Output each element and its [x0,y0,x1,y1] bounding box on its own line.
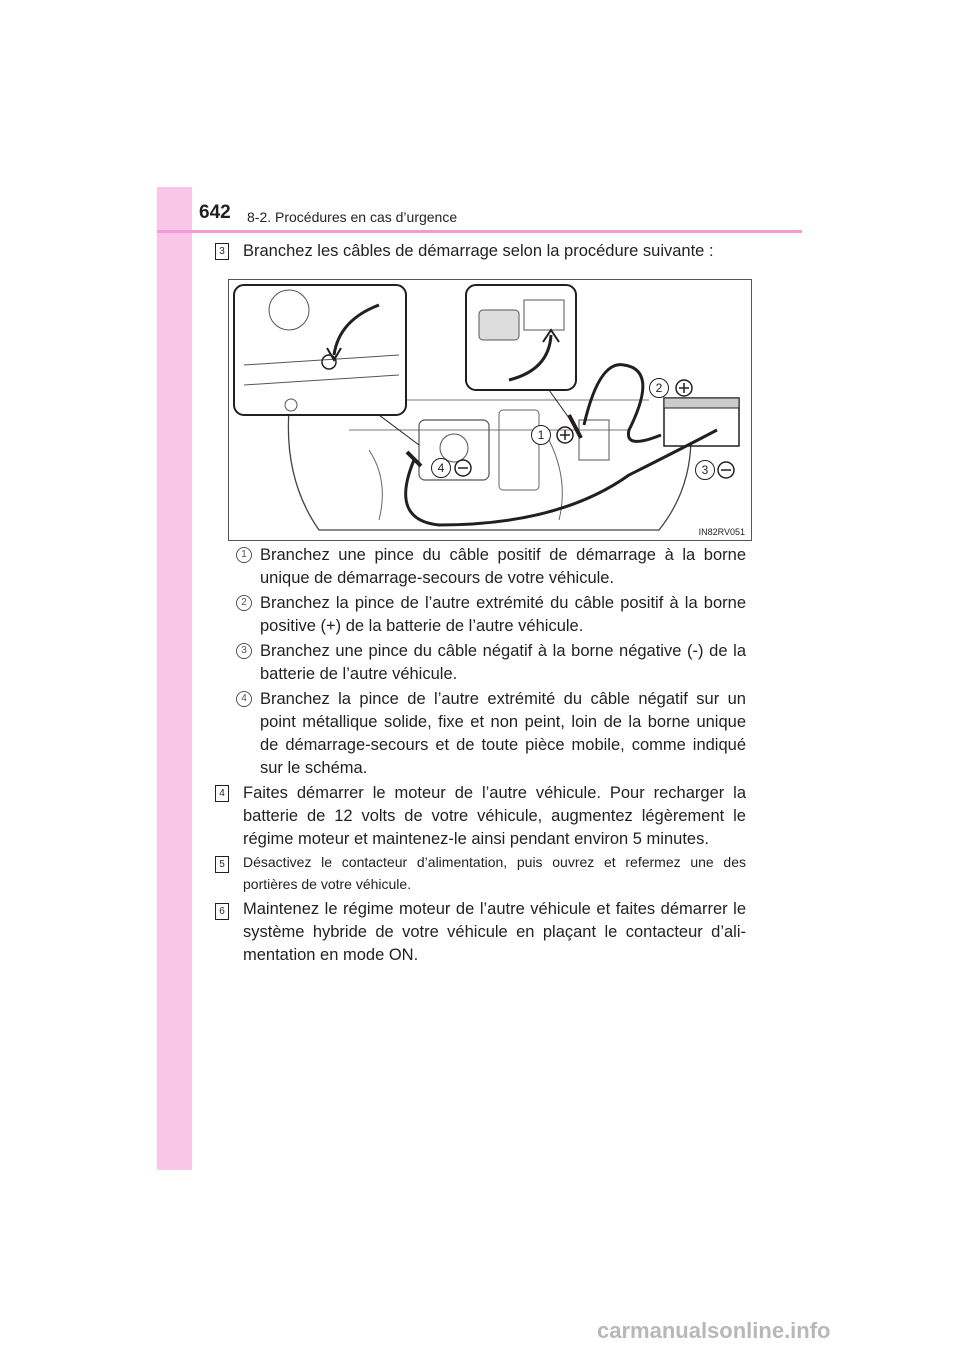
watermark: carmanualsonline.info [597,1318,831,1343]
step-3-text: Branchez les câbles de démarrage selon la procédure suivante : [243,242,714,260]
engine-bay-drawing [229,280,751,540]
step-6-badge: 6 [215,903,229,920]
jump-start-illustration [228,279,752,541]
step-5-badge: 5 [215,856,229,873]
page-number: 642 [199,202,231,223]
callout-4: 4 [431,458,451,478]
substep-4-text: Branchez la pince de l’autre extrémité du câble négatif sur un point métallique solide, fixe et non peint, loin de la borne unique de démarrage-secours et de toute pièce mobile, comme indiqué sur le schéma. [260,690,746,777]
callout-2: 2 [649,378,669,398]
substep-4-badge: 4 [236,691,252,707]
chapter-sidebar-tab [157,187,192,1170]
callout-1: 1 [531,425,551,445]
step-3-badge: 3 [215,243,229,260]
section-title: 8-2. Procédures en cas d’urgence [247,209,458,225]
step-4-badge: 4 [215,785,229,802]
callout-3: 3 [695,460,715,480]
header-rule [157,230,802,233]
step-6-text: Maintenez le régime moteur de l’autre véhicule et faites démarrer le système hybride de votre véhicule en plaçant le contacteur d’ali-mentation en mode ON. [243,900,746,964]
substep-2-badge: 2 [236,595,252,611]
step-5-text: Désactivez le contacteur d’alimentation, puis ouvrez et refermez une des portières de votre véhicule. [243,854,746,892]
figure-code: IN82RV051 [698,527,745,537]
substep-2-text: Branchez la pince de l’autre extrémité du câble positif à la borne positive (+) de la batterie de l’autre véhicule. [260,594,746,635]
substep-1-text: Branchez une pince du câble positif de démarrage à la borne unique de démarrage-secours de votre véhicule. [260,546,746,587]
substep-1-badge: 1 [236,547,252,563]
step-4-text: Faites démarrer le moteur de l’autre véhicule. Pour recharger la batterie de 12 volts de votre véhicule, augmentez légèrement le régime moteur et maintenez-le ainsi pendant environ 5 minutes. [243,784,746,848]
substep-3-badge: 3 [236,643,252,659]
substep-3-text: Branchez une pince du câble négatif à la borne négative (-) de la batterie de l’autre véhicule. [260,642,746,683]
